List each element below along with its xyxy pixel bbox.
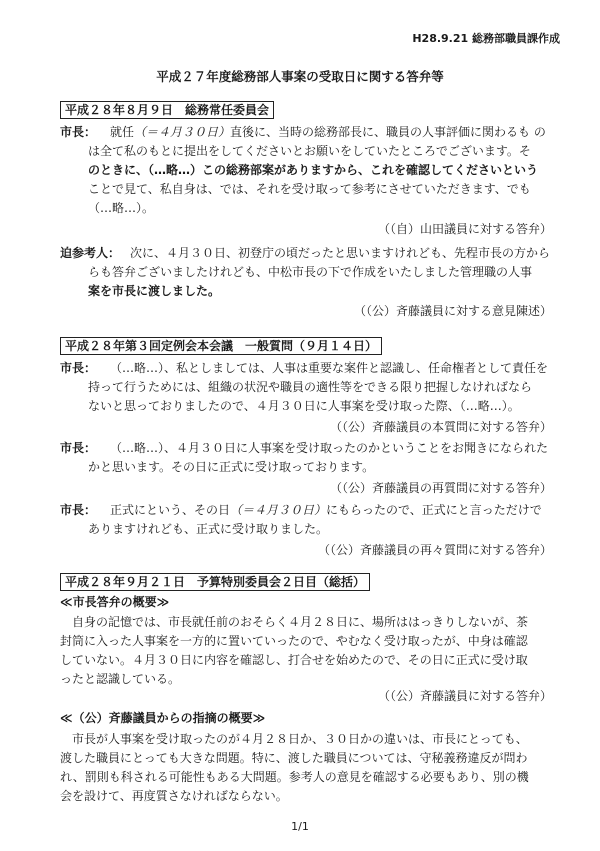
paragraph-line: かと思います。その日に正式に受け取っております。 (88, 460, 375, 474)
paragraph-line: 就任（＝４月３０日）直後に、当時の総務部長に、職員の人事評価に関わるも の (110, 125, 546, 139)
subheading: ≪市長答弁の概要≫ (60, 595, 170, 609)
paragraph-line: 持って行うためには、組織の状況や職員の適性等をできる限り把握しなければなら (88, 380, 533, 394)
paragraph-line: 次に、４月３０日、初登庁の頃だったと思いますけれども、先程市長の方から (130, 246, 551, 260)
paragraph-line: は全て私のもとに提出をしてくださいとお願いをしていたところでございます。そ (88, 144, 531, 158)
source-note: （（公）斉藤議員の再質問に対する答弁） (329, 481, 552, 495)
speaker-label: 市長： (60, 125, 97, 139)
creator-note: H28.9.21 総務部職員課作成 (412, 32, 560, 45)
paragraph-line: 自身の記憶では、市長就任前のおそらく４月２８日に、場所ははっきりしないが、茶 (72, 615, 529, 629)
paragraph-line: 渡した職員にとっても大きな問題。特に、渡した職員については、守秘義務違反が問わ (60, 751, 528, 765)
paragraph-line: れ、罰則も科される可能性もある大問題。参考人の意見を確認する必要もあり、別の機 (60, 770, 529, 784)
paragraph-line: 封筒に入った人事案を一方的に置いていったので、やむなく受け取ったが、中身は確認 (60, 634, 528, 648)
source-note: （（自）山田議員に対する答弁） (377, 222, 552, 236)
section-heading-3: 平成２８年９月２１日 予算特別委員会２日目（総括） (60, 573, 370, 591)
paragraph-line: 市長が人事案を受け取ったのが４月２８日か、３０日かの違いは、市長にとっても、 (72, 732, 528, 746)
document-title: 平成２７年度総務部人事案の受取日に関する答弁等 (156, 69, 444, 84)
paragraph-line: ことで見て、私自身は、では、それを受け取って参考にさせていただきます、でも (88, 182, 531, 196)
paragraph-line: （…略…）、４月３０日に人事案を受け取ったのかということをお聞きになられた (110, 441, 549, 455)
speaker-label: 市長： (60, 361, 97, 375)
paragraph-line: のときに、（…略…）この総務部案がありますから、これを確認してくださいという (88, 163, 539, 177)
section-heading-2: 平成２８年第３回定例会本会議 一般質問（９月１４日） (60, 337, 382, 355)
source-note: （（公）斉藤議員に対する意見陳述） (353, 304, 552, 318)
paragraph-line: していない。４月３０日に内容を確認し、打合せを始めたので、その日に正式に受け取 (60, 653, 528, 667)
speaker-label: 迫参考人： (60, 246, 121, 260)
speaker-label: 市長： (60, 441, 97, 455)
paragraph-line: らも答弁ございましたけれども、中松市長の下で作成をいたしました管理職の人事 (88, 265, 533, 279)
paragraph-line: （…略…）。 (88, 201, 155, 215)
section-heading-1: 平成２８年８月９日 総務常任委員会 (60, 101, 274, 119)
page-number: 1/1 (291, 820, 309, 833)
paragraph-line: ありますけれども、正式に受け取りました。 (88, 522, 329, 536)
source-note: （（公）斉藤議員の本質問に対する答弁） (329, 420, 552, 434)
paragraph-line: （…略…）、私としましては、人事は重要な案件と認識し、任命権者として責任を (110, 361, 549, 375)
source-note: （（公）斉藤議員に対する答弁） (377, 689, 552, 703)
source-note: （（公）斉藤議員の再々質問に対する答弁） (317, 543, 552, 557)
paragraph-line: 案を市長に渡しました。 (88, 284, 221, 298)
paragraph-line: ったと認識している。 (60, 672, 181, 686)
paragraph-line: 正式にという、その日（＝４月３０日）にもらったので、正式にと言っただけで (110, 503, 542, 517)
subheading: ≪（公）斉藤議員からの指摘の概要≫ (60, 711, 266, 725)
speaker-label: 市長： (60, 503, 97, 517)
paragraph-line: ないと思っておりましたので、４月３０日に人事案を受け取った際、（…略…）。 (88, 399, 520, 413)
paragraph-line: 会を設けて、再度質さなければならない。 (60, 789, 288, 803)
